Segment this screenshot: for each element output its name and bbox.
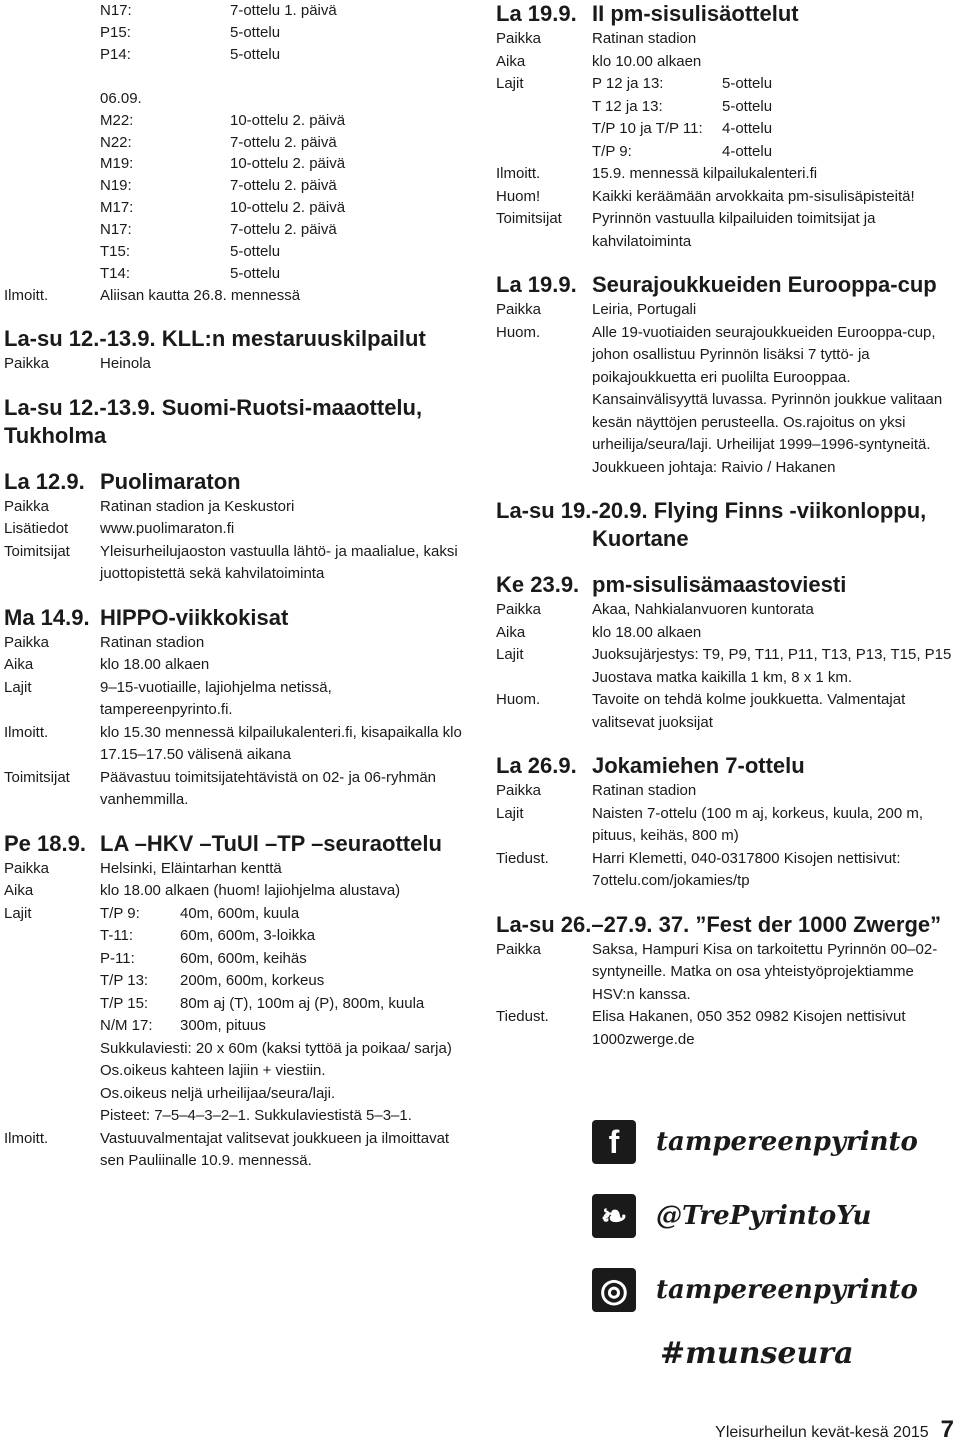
schedule-label <box>4 263 100 285</box>
info-row <box>496 689 956 734</box>
schedule-label <box>4 110 100 132</box>
schedule-date: 06.09. <box>100 89 142 107</box>
schedule-group: N22: <box>100 133 132 151</box>
schedule-label <box>4 88 100 110</box>
info-value: Os.oikeus neljä urheilijaa/seura/laji. <box>100 1084 336 1102</box>
schedule-row <box>4 263 464 285</box>
info-row <box>4 677 464 722</box>
info-label <box>4 925 100 948</box>
info-label: Paikka <box>496 301 542 318</box>
schedule-row <box>4 219 464 241</box>
info-row <box>496 1006 956 1051</box>
lajit-events: 200m, 600m, korkeus <box>180 972 325 990</box>
info-row <box>4 880 464 903</box>
schedule-row <box>4 175 464 197</box>
lajit-row <box>4 903 464 926</box>
info-label: Ilmoitt. <box>4 723 49 741</box>
info-row <box>496 186 956 209</box>
social-row <box>592 1112 922 1172</box>
info-value: Vastuuvalmentajat valitsevat joukkueen ja ilmoittavat sen Pauliinalle 10.9. mennessä. <box>100 1129 450 1170</box>
info-label: Lajit <box>496 804 524 822</box>
info-value: klo 15.30 mennessä kilpailukalenteri.fi, kisapaikalla klo 17.15–17.50 välisenä aikana <box>100 723 462 764</box>
schedule-label <box>4 0 100 22</box>
info-value: Alle 19-vuotiaiden seurajoukkueiden Eurooppa-cup, johon osallistuu Pyrinnön lisäksi 7 tyttö- ja poikajoukkuetta eri puolilta Eurooppaa. Kansainvälisyyttä luvassa. Pyrinnön joukkue valitaan kesän näyttöjen perusteella. Os.rajoitus on yksi urheilija/seura/laji. Urheilijat 1999–1996-syntyneitä. Joukkueen johtaja: Raivio / Hakanen <box>592 323 943 476</box>
schedule-group: M19: <box>100 155 134 173</box>
info-row <box>4 767 464 812</box>
lajit-group: T/P 15: <box>100 994 149 1012</box>
schedule-event: 7-ottelu 2. päivä <box>230 133 337 151</box>
info-label: Ilmoitt. <box>4 286 49 304</box>
info-label <box>4 1105 100 1128</box>
schedule-row <box>4 0 464 22</box>
schedule-event: 4-ottelu <box>722 142 773 160</box>
info-label <box>4 1015 100 1038</box>
schedule-event: 7-ottelu 2. päivä <box>230 177 337 195</box>
lajit-row <box>4 948 464 971</box>
spacer <box>592 1320 922 1334</box>
info-row <box>4 1060 464 1083</box>
event-heading <box>496 0 956 28</box>
schedule-label <box>4 153 100 175</box>
info-label: Lajit <box>496 646 524 663</box>
lajit-group: N/M 17: <box>100 1017 153 1035</box>
info-label: Toimitsijat <box>4 542 70 560</box>
event-heading <box>4 830 464 858</box>
event-heading <box>4 394 464 422</box>
info-row <box>496 848 956 893</box>
info-row <box>496 322 956 480</box>
info-value: Juoksujärjestys: T9, P9, T11, P11, T13, P13, T15, P15 Juostava matka kaikilla 1 km, 8 x 1 km. <box>592 646 952 686</box>
schedule-group: N17: <box>100 221 132 239</box>
info-value: Tavoite on tehdä kolme joukkuetta. Valmentajat valitsevat juoksijat <box>592 691 906 731</box>
info-label: Toimitsijat <box>4 768 70 786</box>
info-row <box>496 299 956 322</box>
info-row <box>496 51 956 74</box>
schedule-event: 5-ottelu <box>230 23 281 41</box>
info-row <box>496 599 956 622</box>
info-label: Paikka <box>4 355 50 373</box>
event-heading <box>4 468 464 496</box>
info-label: Tiedust. <box>496 1008 549 1025</box>
info-row <box>496 622 956 645</box>
info-row <box>4 632 464 655</box>
schedule-group: N19: <box>100 177 132 195</box>
info-label: Huom. <box>496 691 541 708</box>
schedule-label <box>496 118 592 141</box>
info-value: klo 10.00 alkaen <box>592 52 702 70</box>
info-value: Heinola <box>100 355 151 373</box>
schedule-label <box>4 175 100 197</box>
schedule-event: 10-ottelu 2. päivä <box>230 111 346 129</box>
info-value: klo 18.00 alkaen (huom! lajiohjelma alustava) <box>100 882 401 900</box>
page-number: 7 <box>940 1416 954 1443</box>
schedule-group: T/P 10 ja T/P 11: <box>592 120 703 137</box>
event-title: Puolimaraton <box>100 468 241 494</box>
event-date: La 26.9. <box>496 753 577 778</box>
event-date: La-su 19.-20.9. <box>496 498 654 523</box>
event-title: LA –HKV –TuUl –TP –seuraottelu <box>100 830 442 856</box>
event-date: La-su 12.-13.9. <box>4 394 162 420</box>
schedule-event: 5-ottelu <box>722 97 773 115</box>
spacer <box>592 1246 922 1260</box>
info-row <box>4 353 464 376</box>
schedule-event: 7-ottelu 2. päivä <box>230 221 337 239</box>
info-label <box>4 1038 100 1061</box>
info-value: klo 18.00 alkaen <box>592 623 702 641</box>
info-row <box>4 858 464 881</box>
info-row <box>496 780 956 803</box>
info-row <box>4 1128 464 1173</box>
info-value: klo 18.00 alkaen <box>100 656 210 674</box>
schedule-group: N17: <box>100 2 132 19</box>
schedule-group: T14: <box>100 264 131 282</box>
info-label: Paikka <box>4 633 50 651</box>
social-handle: tampereenpyrinto <box>656 1275 918 1305</box>
event-date: La 19.9. <box>496 1 577 26</box>
info-value: www.puolimaraton.fi <box>100 520 235 538</box>
schedule-label <box>496 96 592 119</box>
schedule-label: Lajit <box>496 75 524 92</box>
info-value: Pisteet: 7–5–4–3–2–1. Sukkulaviestistä 5–3–1. <box>100 1107 412 1125</box>
info-value: Ratinan stadion <box>592 782 697 799</box>
event-heading <box>496 271 956 299</box>
info-value: Leiria, Portugali <box>592 301 697 318</box>
lajit-row <box>4 993 464 1016</box>
event-title: Suomi-Ruotsi-maaottelu, <box>161 394 423 420</box>
info-value: Kaikki keräämään arvokkaita pm-sisulisäpisteitä! <box>592 187 915 205</box>
info-label: Aika <box>4 882 34 900</box>
event-title: HIPPO-viikkokisat <box>100 604 289 630</box>
event-title: Jokamiehen 7-ottelu <box>592 753 805 778</box>
event-heading <box>4 604 464 632</box>
info-label: Huom! <box>496 187 541 205</box>
info-label: Lajit <box>4 678 32 696</box>
lajit-group: T/P 9: <box>100 904 140 922</box>
info-label <box>4 948 100 971</box>
info-label: Toimitsijat <box>496 210 562 227</box>
info-label <box>4 970 100 993</box>
schedule-event: 10-ottelu 2. päivä <box>230 199 346 217</box>
lajit-group: T-11: <box>100 927 134 945</box>
schedule-row <box>4 44 464 66</box>
info-label: Tiedust. <box>496 849 549 867</box>
info-label: Aika <box>496 52 526 70</box>
schedule-group: P14: <box>100 45 131 63</box>
event-title: 37. ”Fest der 1000 Zwerge” <box>658 911 942 937</box>
lajit-row <box>4 970 464 993</box>
schedule-label <box>4 197 100 219</box>
left-column <box>4 0 464 1173</box>
info-value: Päävastuu toimitsijatehtävistä on 02- ja 06-ryhmän vanhemmilla. <box>100 768 437 809</box>
schedule-group: M22: <box>100 111 134 129</box>
lajit-events: 300m, pituus <box>180 1017 266 1035</box>
info-row <box>496 163 956 186</box>
info-value: Os.oikeus kahteen lajiin + viestiin. <box>100 1062 326 1080</box>
schedule-row <box>496 73 956 96</box>
social-handle: tampereenpyrinto <box>656 1127 918 1157</box>
info-value: Ratinan stadion <box>100 633 205 651</box>
social-handle: @TrePyrintoYu <box>656 1201 872 1231</box>
schedule-group: T15: <box>100 243 131 261</box>
schedule-label <box>496 141 592 164</box>
info-label: Paikka <box>4 859 50 877</box>
info-label <box>4 1060 100 1083</box>
event-heading <box>4 325 464 353</box>
info-value: Naisten 7-ottelu (100 m aj, korkeus, kuula, 200 m, pituus, keihäs, 800 m) <box>592 804 923 844</box>
info-label: Paikka <box>496 940 542 958</box>
info-value: 9–15-vuotiaille, lajiohjelma netissä, tampereenpyrinto.fi. <box>100 678 332 719</box>
spacer <box>4 66 464 88</box>
schedule-group: T 12 ja 13: <box>592 97 663 115</box>
info-label: Paikka <box>496 30 542 47</box>
info-label: Huom. <box>496 323 541 341</box>
info-row <box>496 644 956 689</box>
schedule-row <box>4 132 464 154</box>
info-row <box>496 208 956 253</box>
info-label: Aika <box>4 656 34 674</box>
info-row <box>4 1038 464 1061</box>
event-heading <box>496 752 956 780</box>
info-label <box>4 1083 100 1106</box>
lajit-events: 40m, 600m, kuula <box>180 904 300 922</box>
info-row <box>4 285 464 308</box>
info-value: Harri Klemetti, 040-0317800 Kisojen nettisivut: 7ottelu.com/jokamies/tp <box>592 849 901 889</box>
schedule-label <box>4 44 100 66</box>
info-row <box>4 654 464 677</box>
event-heading <box>496 497 956 525</box>
schedule-group: P 12 ja 13: <box>592 75 664 92</box>
schedule-date-row <box>4 88 464 110</box>
event-title: II pm-sisulisäottelut <box>592 1 799 26</box>
schedule-row <box>496 141 956 164</box>
lajit-group: P-11: <box>100 949 135 967</box>
event-date: La-su 26.–27.9. <box>496 911 659 937</box>
schedule-row <box>4 22 464 44</box>
info-row <box>496 28 956 51</box>
info-row <box>4 722 464 767</box>
schedule-row <box>496 96 956 119</box>
info-value: 15.9. mennessä kilpailukalenteri.fi <box>592 165 818 182</box>
info-label: Ilmoitt. <box>4 1129 49 1147</box>
lajit-events: 60m, 600m, keihäs <box>180 949 307 967</box>
info-value: Helsinki, Eläintarhan kenttä <box>100 859 282 877</box>
info-label: Ilmoitt. <box>496 165 541 182</box>
info-row <box>4 1105 464 1128</box>
info-value: Yleisurheilujaoston vastuulla lähtö- ja maalialue, kaksi juottopistettä sekä kahvilatoiminta <box>100 542 458 583</box>
schedule-row <box>4 197 464 219</box>
event-title: pm-sisulisämaastoviesti <box>592 572 847 597</box>
event-title-cont: Kuortane <box>592 526 689 551</box>
info-row <box>496 803 956 848</box>
hashtag: #munseura <box>660 1336 854 1371</box>
schedule-event: 7-ottelu 1. päivä <box>230 2 337 19</box>
instagram-icon: ◎ <box>592 1268 636 1312</box>
info-value: Akaa, Nahkialanvuoren kuntorata <box>592 601 814 618</box>
right-column <box>496 0 956 1051</box>
lajit-row <box>4 1015 464 1038</box>
event-title: Flying Finns -viikonloppu, <box>653 498 927 523</box>
social-links <box>592 1112 922 1334</box>
schedule-event: 5-ottelu <box>230 243 281 261</box>
schedule-row <box>4 153 464 175</box>
schedule-event: 5-ottelu <box>230 264 281 282</box>
facebook-icon: f <box>592 1120 636 1164</box>
info-label: Lisätiedot <box>4 520 69 538</box>
social-row <box>592 1260 922 1320</box>
info-value: Saksa, Hampuri Kisa on tarkoitettu Pyrinnön 00–02-syntyneille. Matka on osa yhteistyöprojektiamme HSV:n kanssa. <box>592 940 938 1003</box>
info-row <box>496 939 956 1007</box>
schedule-event: 4-ottelu <box>722 120 773 137</box>
schedule-row <box>4 241 464 263</box>
lajit-group: T/P 13: <box>100 972 149 990</box>
schedule-event: 5-ottelu <box>722 75 773 92</box>
info-value: Pyrinnön vastuulla kilpailuiden toimitsijat ja kahvilatoiminta <box>592 210 876 250</box>
info-value: Elisa Hakanen, 050 352 0982 Kisojen nettisivut 1000zwerge.de <box>592 1008 906 1048</box>
event-date: La 12.9. <box>4 468 85 494</box>
footer <box>715 1416 954 1444</box>
event-title: KLL:n mestaruuskilpailut <box>161 326 426 352</box>
event-date: Ke 23.9. <box>496 572 580 597</box>
event-date: Ma 14.9. <box>4 604 90 630</box>
event-date: Pe 18.9. <box>4 830 86 856</box>
info-label: Paikka <box>496 601 542 618</box>
event-heading <box>496 571 956 599</box>
lajit-events: 80m aj (T), 100m aj (P), 800m, kuula <box>180 994 425 1012</box>
schedule-group: T/P 9: <box>592 142 632 160</box>
info-value: Ratinan stadion ja Keskustori <box>100 497 295 515</box>
schedule-event: 5-ottelu <box>230 45 281 63</box>
schedule-row <box>4 110 464 132</box>
schedule-event: 10-ottelu 2. päivä <box>230 155 346 173</box>
info-row <box>4 1083 464 1106</box>
event-title: Seurajoukkueiden Eurooppa-cup <box>592 272 937 297</box>
info-label: Paikka <box>496 782 542 799</box>
info-row <box>4 518 464 541</box>
twitter-icon: ❧ <box>592 1194 636 1238</box>
event-date: La 19.9. <box>496 272 577 297</box>
info-label <box>4 993 100 1016</box>
info-value: Aliisan kautta 26.8. mennessä <box>100 286 301 304</box>
schedule-label <box>4 219 100 241</box>
schedule-label <box>4 132 100 154</box>
schedule-label <box>4 241 100 263</box>
schedule-row <box>496 118 956 141</box>
schedule-group: P15: <box>100 23 131 41</box>
event-title-cont: Tukholma <box>4 422 107 448</box>
event-date: La-su 12.-13.9. <box>4 326 162 352</box>
info-row <box>4 496 464 519</box>
social-row <box>592 1186 922 1246</box>
lajit-events: 60m, 600m, 3-loikka <box>180 927 316 945</box>
info-label: Lajit <box>4 904 32 922</box>
info-value: Sukkulaviesti: 20 x 60m (kaksi tyttöä ja poikaa/ sarja) <box>100 1039 452 1057</box>
footer-text: Yleisurheilun kevät-kesä 2015 <box>715 1424 929 1441</box>
schedule-label <box>4 22 100 44</box>
spacer <box>592 1172 922 1186</box>
info-label: Aika <box>496 623 526 641</box>
info-row <box>4 541 464 586</box>
schedule-group: M17: <box>100 199 134 217</box>
info-value: Ratinan stadion <box>592 30 697 47</box>
lajit-row <box>4 925 464 948</box>
info-label: Paikka <box>4 497 50 515</box>
event-heading <box>496 911 956 939</box>
